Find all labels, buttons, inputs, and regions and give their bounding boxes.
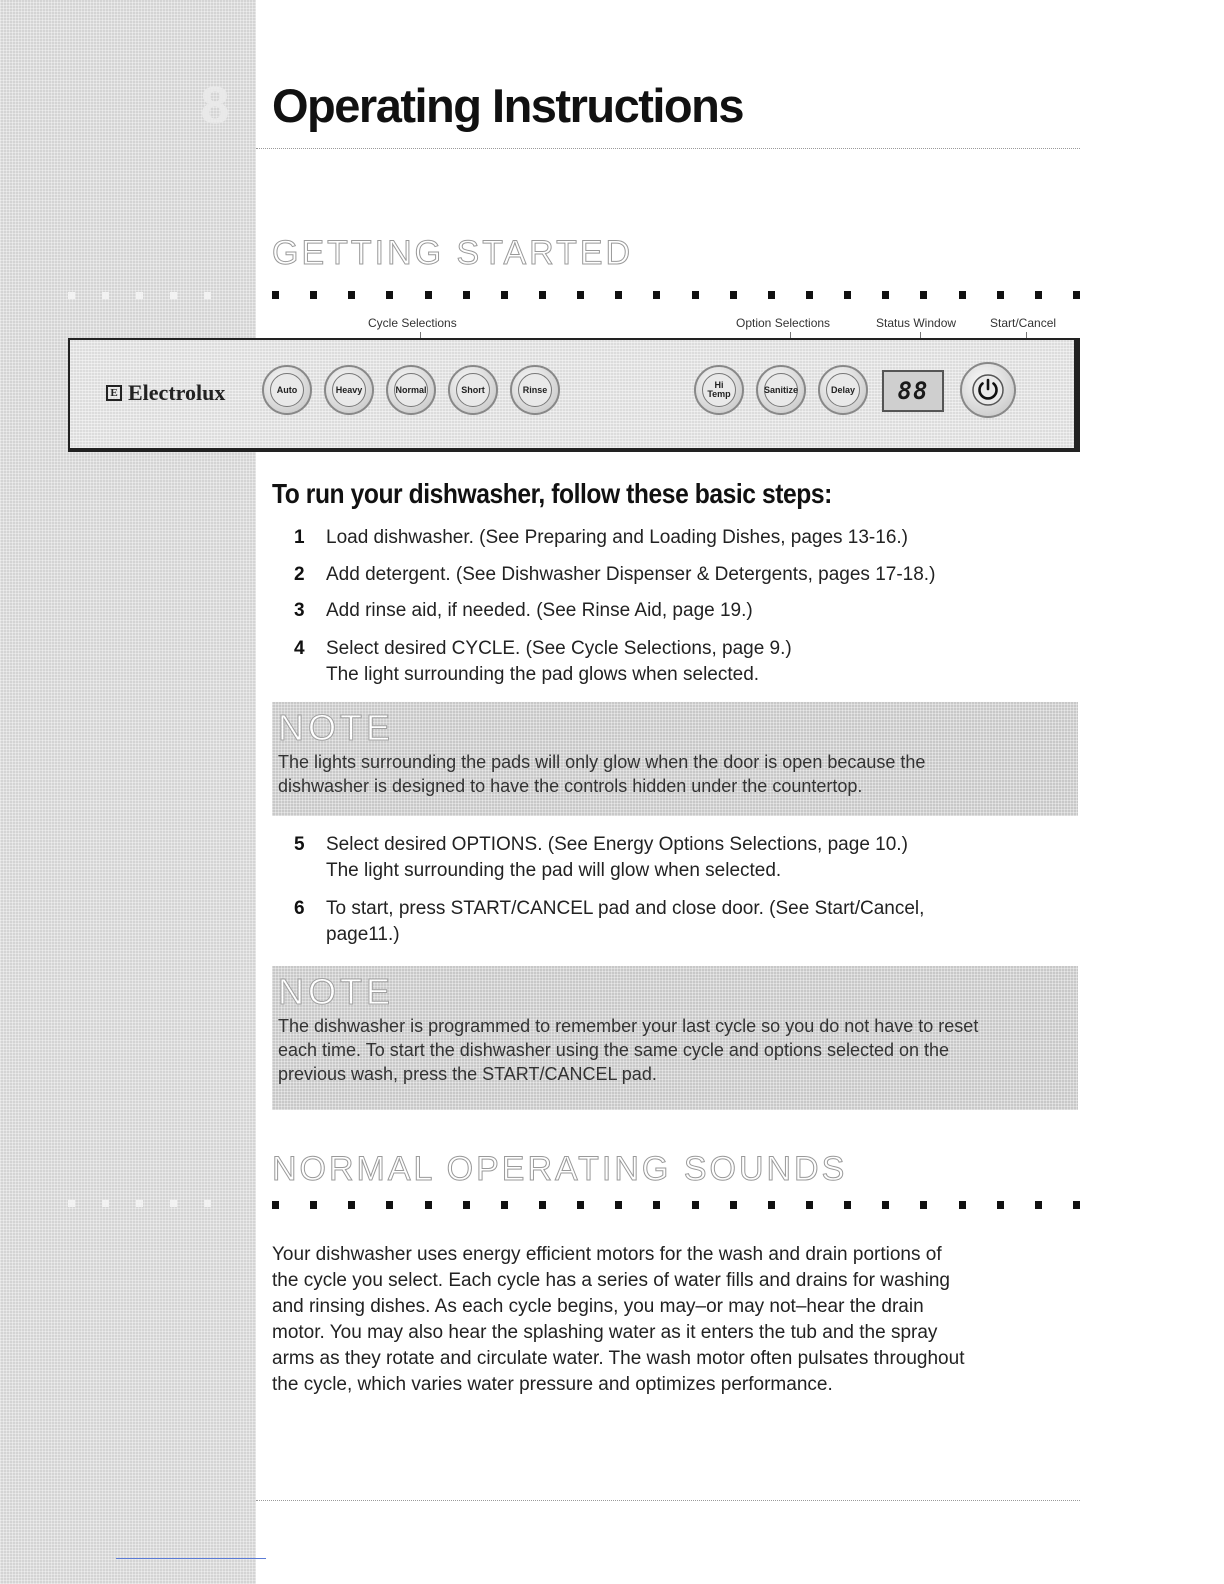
step-line: The light surrounding the pad glows when selected.	[326, 664, 760, 685]
note-line: dishwasher is designed to have the controls hidden under the countertop.	[278, 776, 863, 796]
footer-rule	[256, 1500, 1080, 1501]
step-text	[326, 562, 1034, 588]
option-pad-hi-temp[interactable]	[694, 365, 744, 415]
sidebar-dots-top	[68, 292, 211, 299]
step-text	[326, 525, 1034, 551]
paragraph-line: arms as they rotate and circulate water. The wash motor often pulsates throughout	[272, 1348, 965, 1369]
cycle-pad-rinse[interactable]	[510, 365, 560, 415]
footer-link-underline	[116, 1558, 266, 1559]
note-line: each time. To start the dishwasher using the same cycle and options selected on the	[278, 1040, 950, 1060]
note-line: previous wash, press the START/CANCEL pad.	[278, 1064, 657, 1084]
power-icon	[971, 373, 1005, 407]
step-line: Select desired OPTIONS. (See Energy Options Selections, page 10.)	[326, 834, 908, 855]
steps-heading: To run your dishwasher, follow these basic steps:	[272, 478, 832, 509]
section-title-getting-started: GETTING STARTED	[272, 234, 634, 272]
paragraph-line: the cycle, which varies water pressure and optimizes performance.	[272, 1374, 833, 1395]
pad-label: Auto	[270, 373, 304, 407]
status-window-display	[882, 370, 944, 412]
paragraph-line: motor. You may also hear the splashing water as it enters the tub and the spray	[272, 1322, 938, 1343]
sidebar-dots-bottom	[68, 1200, 211, 1207]
step-line: Select desired CYCLE. (See Cycle Selections, page 9.)	[326, 638, 792, 659]
label-start-cancel: Start/Cancel	[990, 316, 1057, 330]
step-number: 2	[294, 564, 305, 585]
pad-label: Sanitize	[764, 373, 798, 407]
cycle-pad-short[interactable]	[448, 365, 498, 415]
cycle-pad-normal[interactable]	[386, 365, 436, 415]
sidebar-band	[0, 0, 256, 1584]
section-dots-getting-started	[272, 291, 1080, 299]
note-line: The lights surrounding the pads will only glow when the door is open because the	[278, 752, 926, 772]
step-number: 4	[294, 638, 305, 659]
option-pad-sanitize[interactable]	[756, 365, 806, 415]
status-readout: 88	[897, 377, 929, 405]
step-line: Add rinse aid, if needed. (See Rinse Aid, page 19.)	[326, 600, 753, 621]
page-number: 8	[200, 77, 230, 135]
cycle-pad-auto[interactable]	[262, 365, 312, 415]
cycle-pad-heavy[interactable]	[324, 365, 374, 415]
step-number: 3	[294, 600, 305, 621]
electrolux-logo-icon: E	[106, 385, 122, 401]
pad-label: Heavy	[332, 373, 366, 407]
step-line: To start, press START/CANCEL pad and close door. (See Start/Cancel,	[326, 898, 925, 919]
note-label: NOTE	[278, 971, 395, 1012]
step-line: Load dishwasher. (See Preparing and Loading Dishes, pages 13-16.)	[326, 527, 908, 548]
page-title: Operating Instructions	[272, 79, 743, 132]
step-text	[326, 832, 1034, 884]
brand-name: Electrolux	[128, 380, 226, 405]
step-line: page11.)	[326, 924, 400, 945]
step-text	[326, 896, 1034, 948]
paragraph-line: the cycle you select. Each cycle has a series of water fills and drains for washing	[272, 1270, 950, 1291]
step-text	[326, 636, 1034, 688]
brand-logo	[106, 380, 225, 406]
step-number: 6	[294, 898, 305, 919]
label-status-window: Status Window	[876, 316, 957, 330]
label-cycle-selections: Cycle Selections	[368, 316, 457, 330]
section-dots-sounds	[272, 1201, 1080, 1209]
start-cancel-pad[interactable]	[960, 362, 1016, 418]
option-pad-delay[interactable]	[818, 365, 868, 415]
note-line: The dishwasher is programmed to remember your last cycle so you do not have to reset	[278, 1016, 979, 1036]
step-number: 5	[294, 834, 305, 855]
step-text	[326, 598, 1034, 624]
note-box	[272, 966, 1078, 1110]
section-title-normal-operating-sounds: NORMAL OPERATING SOUNDS	[272, 1150, 848, 1188]
title-rule	[256, 148, 1080, 149]
pad-label: Hi Temp	[702, 373, 736, 407]
step-line: The light surrounding the pad will glow when selected.	[326, 860, 782, 881]
paragraph-line: Your dishwasher uses energy efficient motors for the wash and drain portions of	[272, 1244, 942, 1265]
step-line: Add detergent. (See Dishwasher Dispenser & Detergents, pages 17-18.)	[326, 564, 936, 585]
note-label: NOTE	[278, 707, 395, 748]
pad-label: Rinse	[518, 373, 552, 407]
note-box	[272, 702, 1078, 816]
pad-label: Normal	[394, 373, 428, 407]
sounds-paragraph	[272, 1242, 1080, 1398]
pad-label: Delay	[826, 373, 860, 407]
paragraph-line: and rinsing dishes. As each cycle begins, you may–or may not–hear the drain	[272, 1296, 924, 1317]
control-panel-illustration	[68, 338, 1080, 452]
pad-label: Short	[456, 373, 490, 407]
step-number: 1	[294, 527, 305, 548]
label-option-selections: Option Selections	[736, 316, 831, 330]
